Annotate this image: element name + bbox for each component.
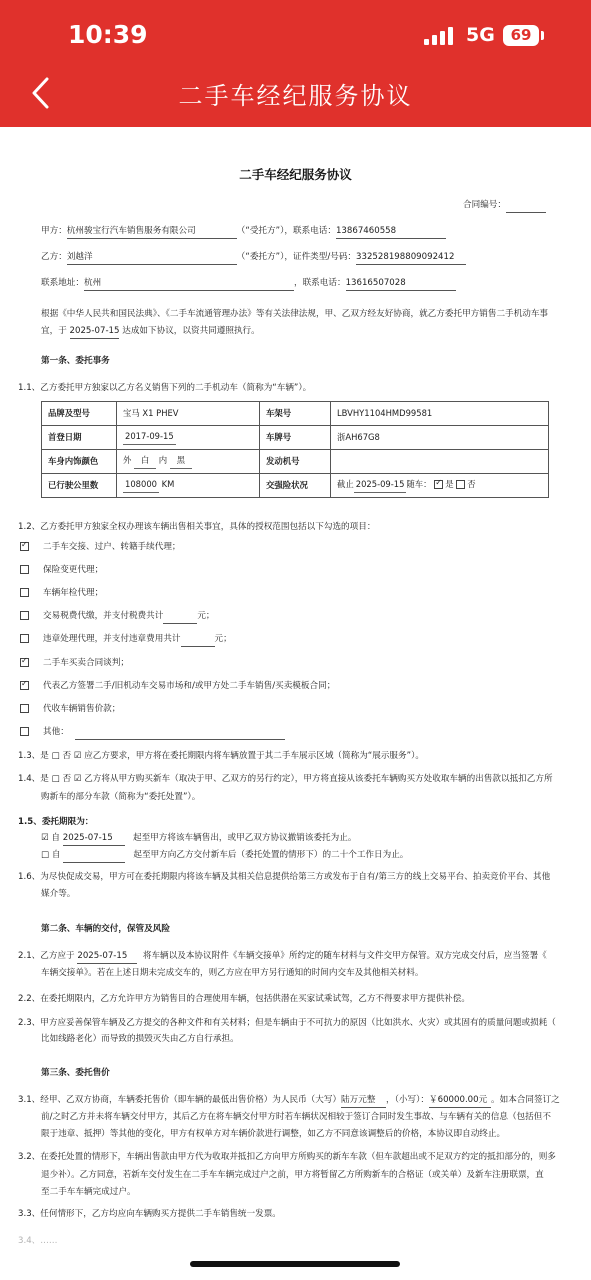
option-label: 车辆年检代理； [43,588,104,598]
option-checkbox[interactable] [20,634,29,643]
clause-3-1-line-3: 限于违章、抵押）等其他的变化，甲方有权单方对车辆价款进行调整，如乙方不同意该调整后的价格，本协议即自动终止。 [41,1129,506,1139]
clause-2-3-line-1: 2.3、甲方应妥善保管车辆及乙方提交的各种文件和有关材料；但是车辆由于不可抗力的原因（比如洪水、火灾）或其固有的质量问题或损耗（ [18,1018,556,1028]
clause-1-3: 1.3、是 □ 否 ☑ 应乙方要求，甲方将在委托期限内将车辆放置于其二手车展示区域（简称为“展示服务”）。 [18,751,424,761]
option-suffix: 元； [197,611,215,621]
party-a-phone: 13867460558 [336,225,446,239]
insurance-label: 交强险状况 [260,474,331,498]
reg-date-label: 首登日期 [42,426,117,450]
option-label: 二手车买卖合同谈判； [43,658,129,668]
address-value: 杭州 [84,277,294,291]
mileage-value: 108000 [123,478,159,492]
address-phone: 13616507028 [346,277,456,291]
authorization-option [20,610,215,624]
home-indicator[interactable] [190,1261,400,1267]
section-3-title: 第三条、委托售价 [41,1068,110,1078]
clause-3-1-line-1: 3.1、经甲、乙双方协商，车辆委托售价（即车辆的最低出售价格）为人民币（大写）陆万元整 ，（小写）：￥60000.00元 。如本合同签订之 [18,1094,560,1108]
option-checkbox[interactable] [20,704,29,713]
authorization-option [20,587,103,600]
option-checkbox[interactable] [20,588,29,597]
app-header [0,0,591,127]
clause-3-2-line-1: 3.2、在委托处置的情形下，车辆出售款由甲方代为收取并抵扣乙方向甲方所购买的新车车款（但车款超出或不足双方约定的抵扣部分的，则多 [18,1152,556,1162]
authorization-option [20,680,335,693]
clause-1-6-line-1: 1.6、为尽快促成交易，甲方可在委托期限内将该车辆及其相关信息提供给第三方或发布于自有/第三方的线上交易平台、拍卖竞价平台、其他 [18,872,551,882]
vin-value: LBVHY1104HMD99581 [331,402,549,426]
clause-3-4-partial: 3.4、…… [18,1236,58,1246]
party-b-id-label: ，证件类型/号码： [284,252,357,262]
price-in-words: 陆万元整 [341,1094,386,1108]
section-2-title: 第二条、车辆的交付，保管及风险 [41,924,170,934]
option-suffix: 元； [214,634,232,644]
clause-1-2: 1.2、乙方委托甲方独家全权办理该车辆出售相关事宜，具体的授权范围包括以下勾选的项目： [18,522,376,532]
plate-label: 车牌号 [260,426,331,450]
clause-1-4-line-1: 1.4、是 □ 否 ☑ 乙方将从甲方购买新车（取决于甲、乙双方的另行约定），甲方将直接从该委托车辆购买方处收取车辆的出售款以抵扣乙方所 [18,774,553,784]
contract-no-label: 合同编号： [463,200,506,210]
plate-value: 浙AH67G8 [331,426,549,450]
option-label: 二手车交接、过户、转籍手续代理； [43,542,181,552]
clause-1-5-option-b: □ 自 起至甲方向乙方交付新车后（委托处置的情形下）的二十个工作日为止。 [41,849,408,863]
party-b-name: 刘越洋 [67,251,237,265]
intro-line-1: 根据《中华人民共和国民法典》、《二手车流通管理办法》等有关法律法规，甲、乙双方经友好协商，就乙方委托甲方销售二手机动车事 [41,309,549,319]
term-start-date: 2025-07-15 [63,832,125,846]
color-label: 车身内饰颜色 [42,450,117,474]
clause-1-6-line-2: 媒介等。 [41,889,76,899]
authorization-option [20,564,103,577]
party-b-role: （“委托方”） [236,252,285,262]
party-a-label: 甲方： [41,226,67,236]
section-1-title: 第一条、委托事务 [41,356,110,366]
option-label: 交易税费代缴，并支付税费共计 [43,611,164,621]
status-time: 10:39 [68,20,148,49]
contract-no [463,199,546,213]
party-b-label: 乙方： [41,252,67,262]
network-type: 5G [466,24,495,46]
address-phone-label: ，联系电话： [293,278,346,288]
doc-title: 二手车经纪服务协议 [239,167,352,182]
insurance-no-checkbox [456,480,465,489]
authorization-option [20,726,285,740]
party-a-name: 杭州骏宝行汽车销售服务有限公司 [67,225,237,239]
insurance-yes-checkbox [434,480,443,489]
page-title: 二手车经纪服务协议 [178,82,413,110]
delivery-date: 2025-07-15 [77,950,137,964]
battery-tip [541,31,544,40]
insurance-date: 2025-09-15 [354,478,407,492]
party-a-phone-label: ，联系电话： [284,226,336,236]
price-in-figures: ￥60000.00元 [429,1094,491,1108]
exterior-color: 白 [134,454,156,468]
option-label: 代收车辆销售价款； [43,704,121,714]
brand-value: 宝马 X1 PHEV [117,402,260,426]
insurance-status: 截止 2025-09-15 随车： ✓ 是 否 [331,474,549,498]
option-label: 违章处理代理，并支付违章费用共计 [43,634,181,644]
option-label: 其他： [43,727,69,737]
clause-3-3: 3.3、任何情形下，乙方均应向车辆购买方提供二手车销售统一发票。 [18,1209,281,1219]
reg-date-value: 2017-09-15 [123,430,176,444]
intro-date: 2025-07-15 [70,325,120,339]
intro-line-2: 宜，于 2025-07-15 达成如下协议，以资共同遵照执行。 [41,325,260,339]
address-line [41,277,456,291]
clause-1-4-line-2: 购新车的部分车款（简称为“委托处置”）。 [41,792,201,802]
clause-3-2-line-2: 退少补）。乙方同意，若新车交付发生在二手车车辆完成过户之前，甲方将暂留乙方所购新车的合格证（或关单）及新车注册联票，直 [41,1170,544,1180]
clause-2-2: 2.2、在委托期限内，乙方允许甲方为销售目的合理使用车辆，包括供潜在买家试乘试驾，乙方不得要求甲方提供补偿。 [18,994,470,1004]
battery-icon: 69 [503,25,539,46]
clause-1-5-option-a: ☑ 自 2025-07-15 起至甲方将该车辆售出，或甲乙双方协议撤销该委托为止。 [41,832,356,846]
address-label: 联系地址： [41,278,84,288]
authorization-option [20,633,232,647]
vehicle-info-table: 品牌及型号 宝马 X1 PHEV 车架号 LBVHY1104HMD99581 首登日期 2017-09-15 车牌号 浙AH67G8 车身内饰颜色 外 白 内 黑 发动机号 已行驶公里数 108000 KM 交强险状况 截止 2025-09-15 随车： ✓ 是 否 [41,401,549,498]
contract-document[interactable] [0,127,591,1280]
mileage-label: 已行驶公里数 [42,474,117,498]
option-checkbox[interactable] [20,681,29,690]
option-checkbox[interactable] [20,611,29,620]
party-a-line [41,225,446,239]
clause-1-1: 1.1、乙方委托甲方独家以乙方名义销售下列的二手机动车（简称为“车辆”）。 [18,383,312,393]
party-b-line [41,251,466,265]
clause-3-1-line-2: 前/之时乙方并未将车辆交付甲方，其后乙方在将车辆交付甲方时若车辆状况相较于签订合同时发生事故、与车辆有关的信息（包括但不 [41,1112,551,1122]
option-checkbox[interactable] [20,658,29,667]
signal-icon [424,27,456,45]
clause-2-1-line-2: 车辆交接单》。若在上述日期未完成交车的，则乙方应在甲方另行通知的时间内交车及其他相关材料。 [41,968,424,978]
option-checkbox[interactable] [20,542,29,551]
authorization-option [20,657,129,670]
brand-label: 品牌及型号 [42,402,117,426]
party-a-role: （“受托方”） [236,226,285,236]
vin-label: 车架号 [260,402,331,426]
option-checkbox[interactable] [20,565,29,574]
clause-1-5-title: 1.5、委托期限为： [18,817,94,827]
clause-2-1-line-1: 2.1、乙方应于 2025-07-15 将车辆以及本协议附件《车辆交接单》所约定的随车材料与文件交甲方保管。双方完成交付后，应当签署《 [18,950,547,964]
authorization-option [20,541,181,554]
option-label: 代表乙方签署二手/旧机动车交易市场和/或甲方处二手车销售/买卖模板合同； [43,681,336,691]
engine-value [331,450,549,474]
option-label: 保险变更代理； [43,565,104,575]
clause-3-2-line-3: 至二手车车辆完成过户。 [41,1187,136,1197]
authorization-option [20,703,120,716]
clause-2-3-line-2: 比如线路老化）而导致的损毁灭失由乙方自行承担。 [41,1034,239,1044]
option-checkbox[interactable] [20,727,29,736]
party-b-id: 332528198809092412 [356,251,466,265]
interior-color: 黑 [170,454,192,468]
engine-label: 发动机号 [260,450,331,474]
